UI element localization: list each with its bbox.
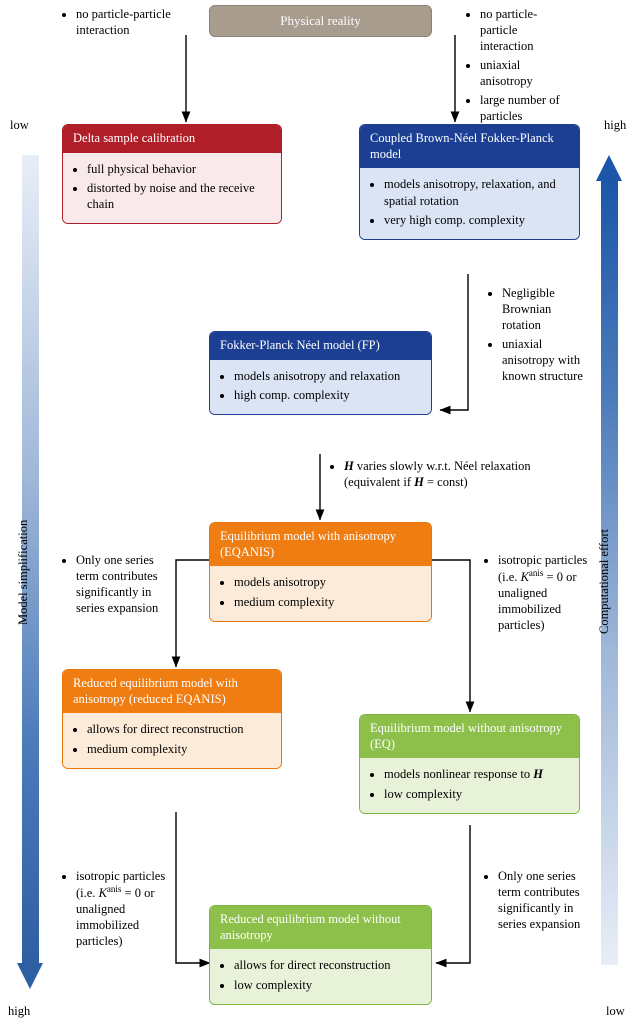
note-eqanis-to-eq	[484, 552, 592, 636]
box-item: • models anisotropy	[234, 574, 421, 590]
box-item: • low complexity	[234, 977, 421, 993]
note-item: • Negligible Brownian rotation	[502, 285, 590, 333]
note-item: • uniaxial anisotropy with known structure	[502, 336, 590, 384]
physical-reality-label: Physical reality	[280, 13, 361, 28]
box-body	[360, 168, 579, 239]
note-item: • isotropic particles (i.e. $K^{anis} = 0$ or unaligned immobilized particles)	[76, 868, 172, 949]
box-header: Equilibrium model with anisotropy (EQANIS)	[210, 523, 431, 566]
box-item: • models anisotropy and relaxation	[234, 368, 421, 384]
box-body	[210, 360, 431, 415]
box-item: • medium complexity	[87, 741, 271, 757]
box-fokker-planck-neel-model	[209, 331, 432, 415]
note-item: • no particle-particle interaction	[480, 6, 574, 54]
left-axis-label: Model simplification	[16, 519, 30, 625]
note-fp-to-eqanis	[330, 458, 580, 493]
right-axis-bottom-label: low	[606, 1004, 625, 1018]
box-body	[63, 713, 281, 768]
box-header: Coupled Brown-Néel Fokker-Planck model	[360, 125, 579, 168]
note-top-right	[466, 6, 574, 127]
box-body	[360, 758, 579, 813]
box-header: Equilibrium model without anisotropy (EQ)	[360, 715, 579, 758]
box-item: • high comp. complexity	[234, 387, 421, 403]
box-header: Reduced equilibrium model with anisotropy (reduced EQANIS)	[63, 670, 281, 713]
note-item: • no particle-particle interaction	[76, 6, 182, 38]
box-item: • allows for direct reconstruction	[234, 957, 421, 973]
note-top-left	[62, 6, 182, 41]
box-body	[210, 949, 431, 1004]
box-coupled-brown-neel-fokker-planck	[359, 124, 580, 240]
left-axis-bottom-label: high	[8, 1004, 31, 1018]
box-item: • full physical behavior	[87, 161, 271, 177]
box-item: • medium complexity	[234, 594, 421, 610]
note-item: • isotropic particles (i.e. $K^{anis} = 0$ or unaligned immobilized particles)	[498, 552, 592, 633]
box-equilibrium-model-without-anisotropy	[359, 714, 580, 814]
box-equilibrium-model-with-anisotropy	[209, 522, 432, 622]
box-header: Delta sample calibration	[63, 125, 281, 153]
box-body	[63, 153, 281, 224]
note-coupled-to-fp	[488, 285, 590, 387]
right-axis-top-label: high	[604, 118, 627, 132]
note-item: • Only one series term contributes significantly in series expansion	[76, 552, 174, 616]
note-eq-to-final	[484, 868, 594, 935]
right-axis-label: Computational effort	[597, 529, 611, 634]
left-axis-top-label: low	[10, 118, 29, 132]
box-reduced-equilibrium-model-without-anisotropy	[209, 905, 432, 1005]
note-eqanis-to-reduced	[62, 552, 174, 619]
box-item: • models nonlinear response to H	[384, 766, 569, 782]
box-item: • allows for direct reconstruction	[87, 721, 271, 737]
box-item: • models anisotropy, relaxation, and spatial rotation	[384, 176, 569, 209]
box-body	[210, 566, 431, 621]
box-header: Reduced equilibrium model without anisotropy	[210, 906, 431, 949]
box-reduced-equilibrium-model-with-anisotropy	[62, 669, 282, 769]
note-item: • H varies slowly w.r.t. Néel relaxation (equivalent if H = const)	[344, 458, 580, 490]
box-header: Fokker-Planck Néel model (FP)	[210, 332, 431, 360]
note-item: • uniaxial anisotropy	[480, 57, 574, 89]
note-reduced-to-final	[62, 868, 172, 952]
box-item: • very high comp. complexity	[384, 212, 569, 228]
box-item: • distorted by noise and the receive chain	[87, 180, 271, 213]
box-delta-sample-calibration	[62, 124, 282, 224]
box-item: • low complexity	[384, 786, 569, 802]
note-item: • large number of particles	[480, 92, 574, 124]
note-item: • Only one series term contributes significantly in series expansion	[498, 868, 594, 932]
box-physical-reality	[209, 5, 432, 37]
